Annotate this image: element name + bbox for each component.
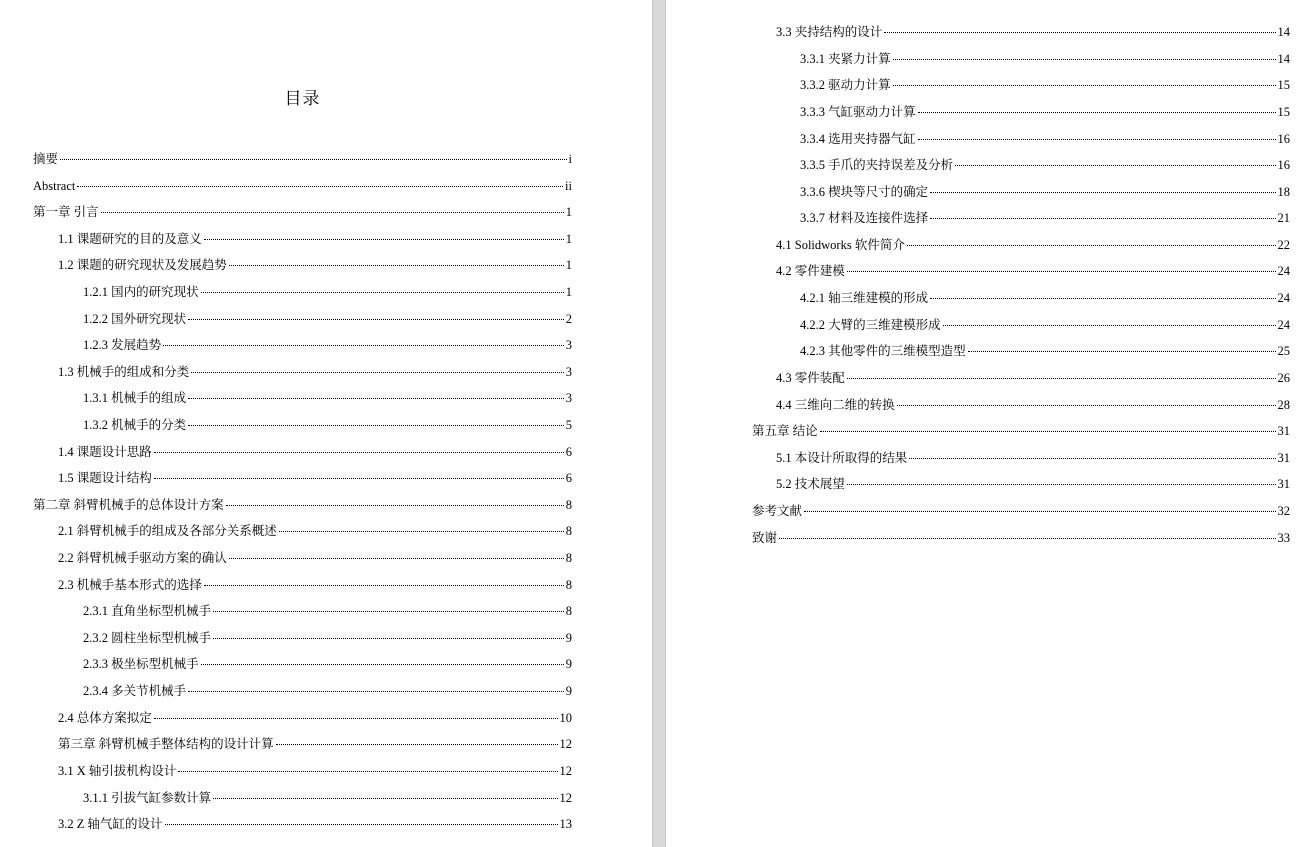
toc-entry-page: 13 <box>559 817 572 831</box>
dot-leader <box>847 484 1276 485</box>
toc-entry[interactable] <box>752 502 1290 520</box>
dot-leader <box>163 345 564 346</box>
toc-entry-label: 3.3.4 选用夹持器气缸 <box>800 132 916 146</box>
toc-entry[interactable] <box>33 177 572 195</box>
toc-entry-label: 2.3.2 圆柱坐标型机械手 <box>83 631 212 645</box>
toc-entry-label: 3.3.7 材料及连接件选择 <box>800 211 929 225</box>
toc-entry-page: 15 <box>1277 78 1290 92</box>
dot-leader <box>204 585 564 586</box>
toc-entry-page: 1 <box>565 285 572 299</box>
toc-entry-page: 12 <box>559 764 572 778</box>
toc-entry[interactable] <box>800 50 1290 68</box>
toc-entry-page: 3 <box>565 365 572 379</box>
dot-leader <box>191 372 563 373</box>
toc-entry-label: 3.3.1 夹紧力计算 <box>800 52 891 66</box>
dot-leader <box>943 325 1276 326</box>
dot-leader <box>188 425 564 426</box>
toc-entry-page: 3 <box>565 391 572 405</box>
dot-leader <box>907 245 1276 246</box>
toc-entry-label: 5.2 技术展望 <box>776 477 845 491</box>
toc-entry[interactable] <box>58 230 572 248</box>
toc-entry[interactable] <box>83 310 572 328</box>
toc-entry-label: 摘要 <box>33 152 59 166</box>
toc-entry-label: 3.3.6 楔块等尺寸的确定 <box>800 185 929 199</box>
toc-entry[interactable] <box>83 655 572 673</box>
toc-entry[interactable] <box>776 369 1290 387</box>
toc-entry[interactable] <box>58 256 572 274</box>
dot-leader <box>101 212 564 213</box>
toc-entry[interactable] <box>776 449 1290 467</box>
toc-entry-label: 1.2 课题的研究现状及发展趋势 <box>58 258 227 272</box>
toc-entry-page: 8 <box>565 498 572 512</box>
dot-leader <box>188 319 564 320</box>
toc-entry[interactable] <box>58 469 572 487</box>
dot-leader <box>847 378 1276 379</box>
toc-entry-page: 24 <box>1277 291 1290 305</box>
dot-leader <box>188 691 564 692</box>
toc-entry-label: 第二章 斜臂机械手的总体设计方案 <box>33 498 224 512</box>
toc-entry-page: 31 <box>1277 424 1290 438</box>
dot-leader <box>229 558 564 559</box>
toc-entry-label: 2.3.3 极坐标型机械手 <box>83 657 199 671</box>
toc-entry[interactable] <box>58 443 572 461</box>
toc-entry-page: 6 <box>565 471 572 485</box>
toc-entry-label: 1.3 机械手的组成和分类 <box>58 365 190 379</box>
toc-entry-label: Abstract <box>33 179 76 193</box>
toc-entry-label: 3.3 夹持结构的设计 <box>776 25 883 39</box>
toc-entry-page: 22 <box>1277 238 1290 252</box>
dot-leader <box>897 405 1276 406</box>
toc-entry-label: 4.2.1 轴三维建模的形成 <box>800 291 929 305</box>
toc-entry-page: 1 <box>565 258 572 272</box>
toc-entry-page: 8 <box>565 604 572 618</box>
toc-entry[interactable] <box>800 209 1290 227</box>
toc-entry[interactable] <box>800 156 1290 174</box>
toc-entry[interactable] <box>800 130 1290 148</box>
toc-entry-label: 1.5 课题设计结构 <box>58 471 152 485</box>
dot-leader <box>968 351 1276 352</box>
toc-entry-label: 4.4 三维向二维的转换 <box>776 398 895 412</box>
toc-entry-label: 4.3 零件装配 <box>776 371 845 385</box>
toc-entry[interactable] <box>83 416 572 434</box>
dot-leader <box>154 718 558 719</box>
dot-leader <box>213 611 564 612</box>
toc-entry-label: 5.1 本设计所取得的结果 <box>776 451 908 465</box>
dot-leader <box>276 744 558 745</box>
dot-leader <box>884 32 1275 33</box>
dot-leader <box>229 265 564 266</box>
dot-leader <box>847 271 1276 272</box>
toc-entry-page: 10 <box>559 711 572 725</box>
toc-entry-label: 4.2 零件建模 <box>776 264 845 278</box>
page-left <box>0 0 652 847</box>
toc-entry-page: 14 <box>1277 52 1290 66</box>
toc-entry-label: 2.4 总体方案拟定 <box>58 711 152 725</box>
dot-leader <box>779 538 1275 539</box>
toc-entry-page: 21 <box>1277 211 1290 225</box>
toc-entry[interactable] <box>776 236 1290 254</box>
dot-leader <box>279 531 564 532</box>
dot-leader <box>804 511 1275 512</box>
toc-entry[interactable] <box>33 496 572 514</box>
toc-entry-label: 第一章 引言 <box>33 205 99 219</box>
page-right <box>666 0 1312 847</box>
toc-entry-label: 4.2.3 其他零件的三维模型造型 <box>800 344 966 358</box>
dot-leader <box>820 431 1276 432</box>
toc-entry[interactable] <box>800 289 1290 307</box>
toc-entry[interactable] <box>83 283 572 301</box>
toc-entry-label: 第三章 斜臂机械手整体结构的设计计算 <box>58 737 274 751</box>
dot-leader <box>188 398 564 399</box>
toc-entry-page: ii <box>565 179 572 193</box>
dot-leader <box>213 798 557 799</box>
toc-entry-page: 16 <box>1277 132 1290 146</box>
toc-entry[interactable] <box>800 103 1290 121</box>
toc-entry-label: 致谢 <box>752 531 778 545</box>
toc-entry-page: i <box>568 152 572 166</box>
toc-entry[interactable] <box>752 422 1290 440</box>
toc-entry-page: 15 <box>1277 105 1290 119</box>
toc-entry[interactable] <box>83 629 572 647</box>
dot-leader <box>955 165 1275 166</box>
toc-entry[interactable] <box>83 389 572 407</box>
dot-leader <box>201 664 564 665</box>
toc-entry[interactable] <box>58 709 572 727</box>
dot-leader <box>893 85 1276 86</box>
toc-entry-page: 14 <box>1277 25 1290 39</box>
dot-leader <box>154 478 564 479</box>
toc-entry-label: 4.1 Solidworks 软件简介 <box>776 238 905 252</box>
toc-entry[interactable] <box>58 762 572 780</box>
toc-entry-page: 9 <box>565 684 572 698</box>
toc-entry-label: 3.3.2 驱动力计算 <box>800 78 891 92</box>
toc-entry[interactable] <box>800 76 1290 94</box>
toc-entry[interactable] <box>33 150 572 168</box>
toc-entry[interactable] <box>800 316 1290 334</box>
toc-entry[interactable] <box>800 342 1290 360</box>
dot-leader <box>918 139 1276 140</box>
toc-entry-page: 3 <box>565 338 572 352</box>
toc-entry-page: 31 <box>1277 451 1290 465</box>
toc-entry-page: 18 <box>1277 185 1290 199</box>
toc-entry-label: 2.3.4 多关节机械手 <box>83 684 187 698</box>
toc-entry-page: 12 <box>559 737 572 751</box>
page-gutter <box>652 0 666 847</box>
toc-entry-page: 1 <box>565 232 572 246</box>
toc-entry-label: 3.3.3 气缸驱动力计算 <box>800 105 916 119</box>
toc-entry-label: 3.1.1 引拔气缸参数计算 <box>83 791 212 805</box>
toc-entry-label: 3.3.5 手爪的夹持误差及分析 <box>800 158 954 172</box>
dot-leader <box>909 458 1275 459</box>
toc-entry-page: 8 <box>565 578 572 592</box>
toc-entry-page: 16 <box>1277 158 1290 172</box>
toc-entry-label: 1.3.1 机械手的组成 <box>83 391 187 405</box>
toc-entry[interactable] <box>776 475 1290 493</box>
toc-entry-page: 24 <box>1277 318 1290 332</box>
toc-entry-page: 31 <box>1277 477 1290 491</box>
toc-entry-label: 2.3 机械手基本形式的选择 <box>58 578 202 592</box>
toc-entry-label: 2.3.1 直角坐标型机械手 <box>83 604 212 618</box>
dot-leader <box>226 505 564 506</box>
dot-leader <box>201 292 564 293</box>
toc-entry-page: 24 <box>1277 264 1290 278</box>
toc-entry-page: 33 <box>1277 531 1290 545</box>
toc-entry-label: 3.2 Z 轴气缸的设计 <box>58 817 163 831</box>
dot-leader <box>165 824 558 825</box>
toc-entry[interactable] <box>752 529 1290 547</box>
toc-entry[interactable] <box>58 815 572 833</box>
toc-entry-label: 1.3.2 机械手的分类 <box>83 418 187 432</box>
toc-entry[interactable] <box>776 23 1290 41</box>
toc-entry[interactable] <box>776 262 1290 280</box>
toc-entry-label: 2.2 斜臂机械手驱动方案的确认 <box>58 551 227 565</box>
toc-entry-label: 1.2.1 国内的研究现状 <box>83 285 199 299</box>
toc-entry[interactable] <box>83 336 572 354</box>
toc-entry-label: 1.2.2 国外研究现状 <box>83 312 187 326</box>
toc-entry-page: 5 <box>565 418 572 432</box>
toc-entry[interactable] <box>33 203 572 221</box>
toc-entry[interactable] <box>58 363 572 381</box>
dot-leader <box>893 59 1276 60</box>
toc-entry[interactable] <box>83 682 572 700</box>
toc-entry-page: 8 <box>565 524 572 538</box>
toc-entry-label: 1.2.3 发展趋势 <box>83 338 162 352</box>
toc-entry-label: 第五章 结论 <box>752 424 818 438</box>
toc-entry[interactable] <box>83 602 572 620</box>
toc-entry-label: 2.1 斜臂机械手的组成及各部分关系概述 <box>58 524 277 538</box>
toc-entry-page: 1 <box>565 205 572 219</box>
dot-leader <box>77 186 563 187</box>
toc-entry[interactable] <box>800 183 1290 201</box>
toc-entry-label: 4.2.2 大臂的三维建模形成 <box>800 318 941 332</box>
toc-entry-page: 32 <box>1277 504 1290 518</box>
dot-leader <box>178 771 557 772</box>
toc-entry-page: 6 <box>565 445 572 459</box>
toc-entry-page: 8 <box>565 551 572 565</box>
toc-entry-page: 2 <box>565 312 572 326</box>
toc-entry-page: 9 <box>565 657 572 671</box>
toc-entry-page: 28 <box>1277 398 1290 412</box>
dot-leader <box>930 298 1275 299</box>
toc-entry[interactable] <box>58 549 572 567</box>
toc-entry[interactable] <box>58 576 572 594</box>
dot-leader <box>213 638 564 639</box>
toc-entry-page: 26 <box>1277 371 1290 385</box>
toc-entry-page: 12 <box>559 791 572 805</box>
toc-entry[interactable] <box>776 396 1290 414</box>
toc-entry-label: 3.1 X 轴引拔机构设计 <box>58 764 177 778</box>
toc-title: 目录 <box>284 89 321 108</box>
dot-leader <box>60 159 567 160</box>
toc-entry[interactable] <box>83 789 572 807</box>
toc-entry[interactable] <box>58 735 572 753</box>
toc-entry-label: 1.4 课题设计思路 <box>58 445 152 459</box>
toc-entry-page: 25 <box>1277 344 1290 358</box>
toc-entry[interactable] <box>58 522 572 540</box>
dot-leader <box>930 192 1275 193</box>
dot-leader <box>154 452 564 453</box>
toc-entry-page: 9 <box>565 631 572 645</box>
dot-leader <box>930 218 1275 219</box>
dot-leader <box>204 239 564 240</box>
toc-entry-label: 参考文献 <box>752 504 803 518</box>
toc-entry-label: 1.1 课题研究的目的及意义 <box>58 232 202 246</box>
dot-leader <box>918 112 1276 113</box>
